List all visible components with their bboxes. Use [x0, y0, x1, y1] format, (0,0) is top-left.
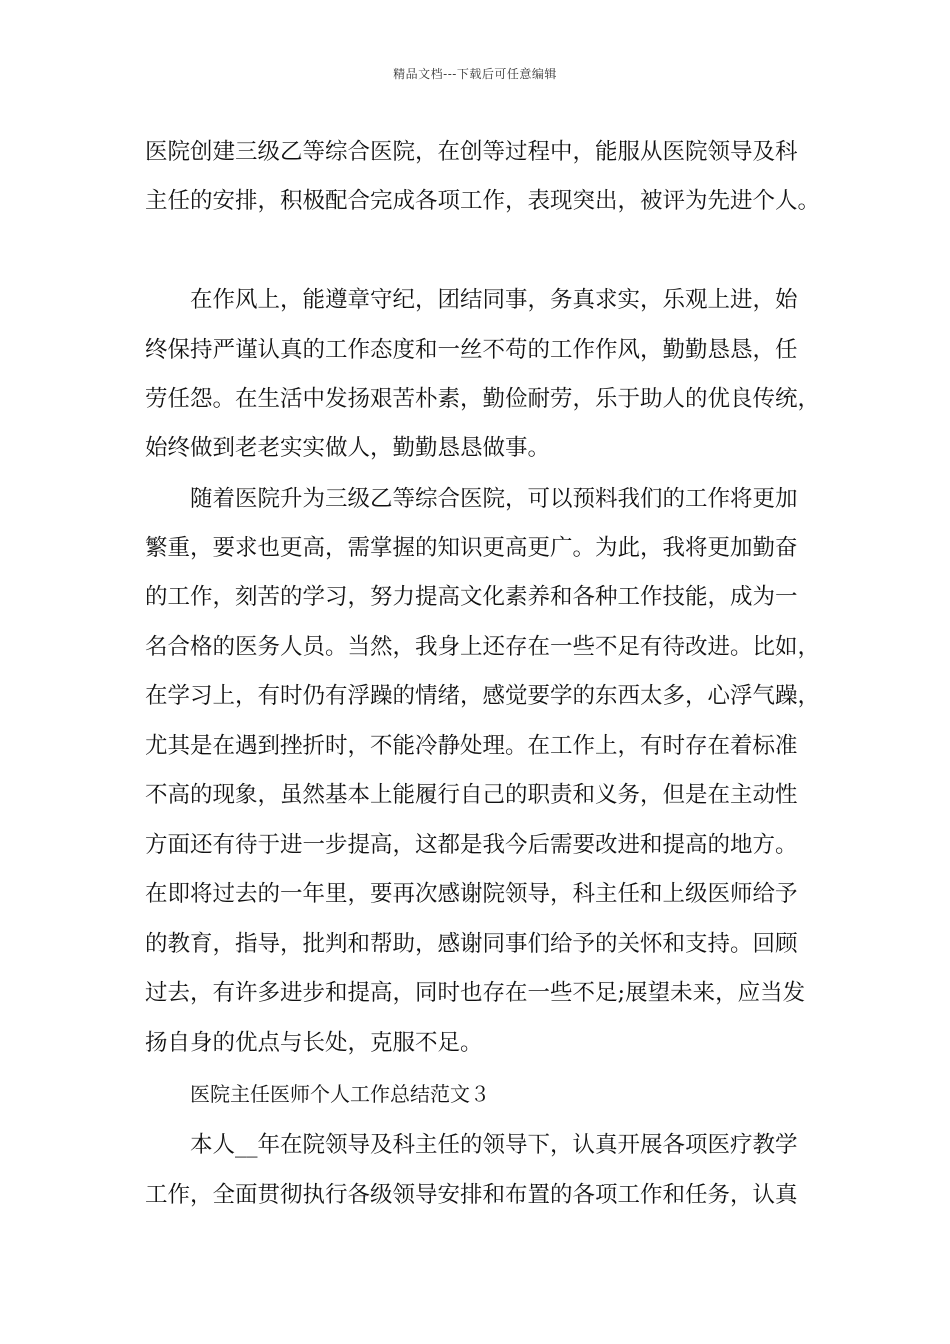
text-line: 在即将过去的一年里，要再次感谢院领导，科主任和上级医师给予	[145, 881, 798, 907]
text-line: 扬自身的优点与长处，克服不足。	[145, 1030, 483, 1056]
text-line: 名合格的医务人员。当然，我身上还存在一些不足有待改进。比如，	[145, 634, 821, 660]
text-line: 主任的安排，积极配合完成各项工作，表现突出，被评为先进个人。	[145, 188, 821, 214]
text-line: 本人__年在院领导及科主任的领导下，认真开展各项医疗教学	[190, 1132, 798, 1158]
text-line: 过去，有许多进步和提高，同时也存在一些不足;展望未来，应当发	[145, 980, 806, 1006]
text-line: 尤其是在遇到挫折时，不能冷静处理。在工作上，有时存在着标准	[145, 733, 798, 759]
text-line: 的工作，刻苦的学习，努力提高文化素养和各种工作技能，成为一	[145, 584, 798, 610]
section-heading: 医院主任医师个人工作总结范文３	[190, 1082, 490, 1106]
text-line: 在作风上，能遵章守纪，团结同事，务真求实，乐观上进，始	[190, 287, 798, 313]
text-line: 始终做到老老实实做人，勤勤恳恳做事。	[145, 435, 551, 461]
text-line: 方面还有待于进一步提高，这都是我今后需要改进和提高的地方。	[145, 832, 798, 858]
text-line: 终保持严谨认真的工作态度和一丝不苟的工作作风，勤勤恳恳，任	[145, 337, 798, 363]
text-line: 不高的现象，虽然基本上能履行自己的职责和义务，但是在主动性	[145, 782, 798, 808]
text-line: 劳任怨。在生活中发扬艰苦朴素，勤俭耐劳，乐于助人的优良传统，	[145, 386, 821, 412]
text-line: 工作，全面贯彻执行各级领导安排和布置的各项工作和任务，认真	[145, 1182, 798, 1208]
text-line: 繁重，要求也更高，需掌握的知识更高更广。为此，我将更加勤奋	[145, 535, 798, 561]
text-line: 随着医院升为三级乙等综合医院，可以预料我们的工作将更加	[190, 486, 798, 512]
page-header: 精品文档---下载后可任意编辑	[393, 67, 557, 81]
text-line: 的教育，指导，批判和帮助，感谢同事们给予的关怀和支持。回顾	[145, 931, 798, 957]
text-line: 在学习上，有时仍有浮躁的情绪，感觉要学的东西太多，心浮气躁，	[145, 683, 821, 709]
text-line: 医院创建三级乙等综合医院，在创等过程中，能服从医院领导及科	[145, 139, 798, 165]
